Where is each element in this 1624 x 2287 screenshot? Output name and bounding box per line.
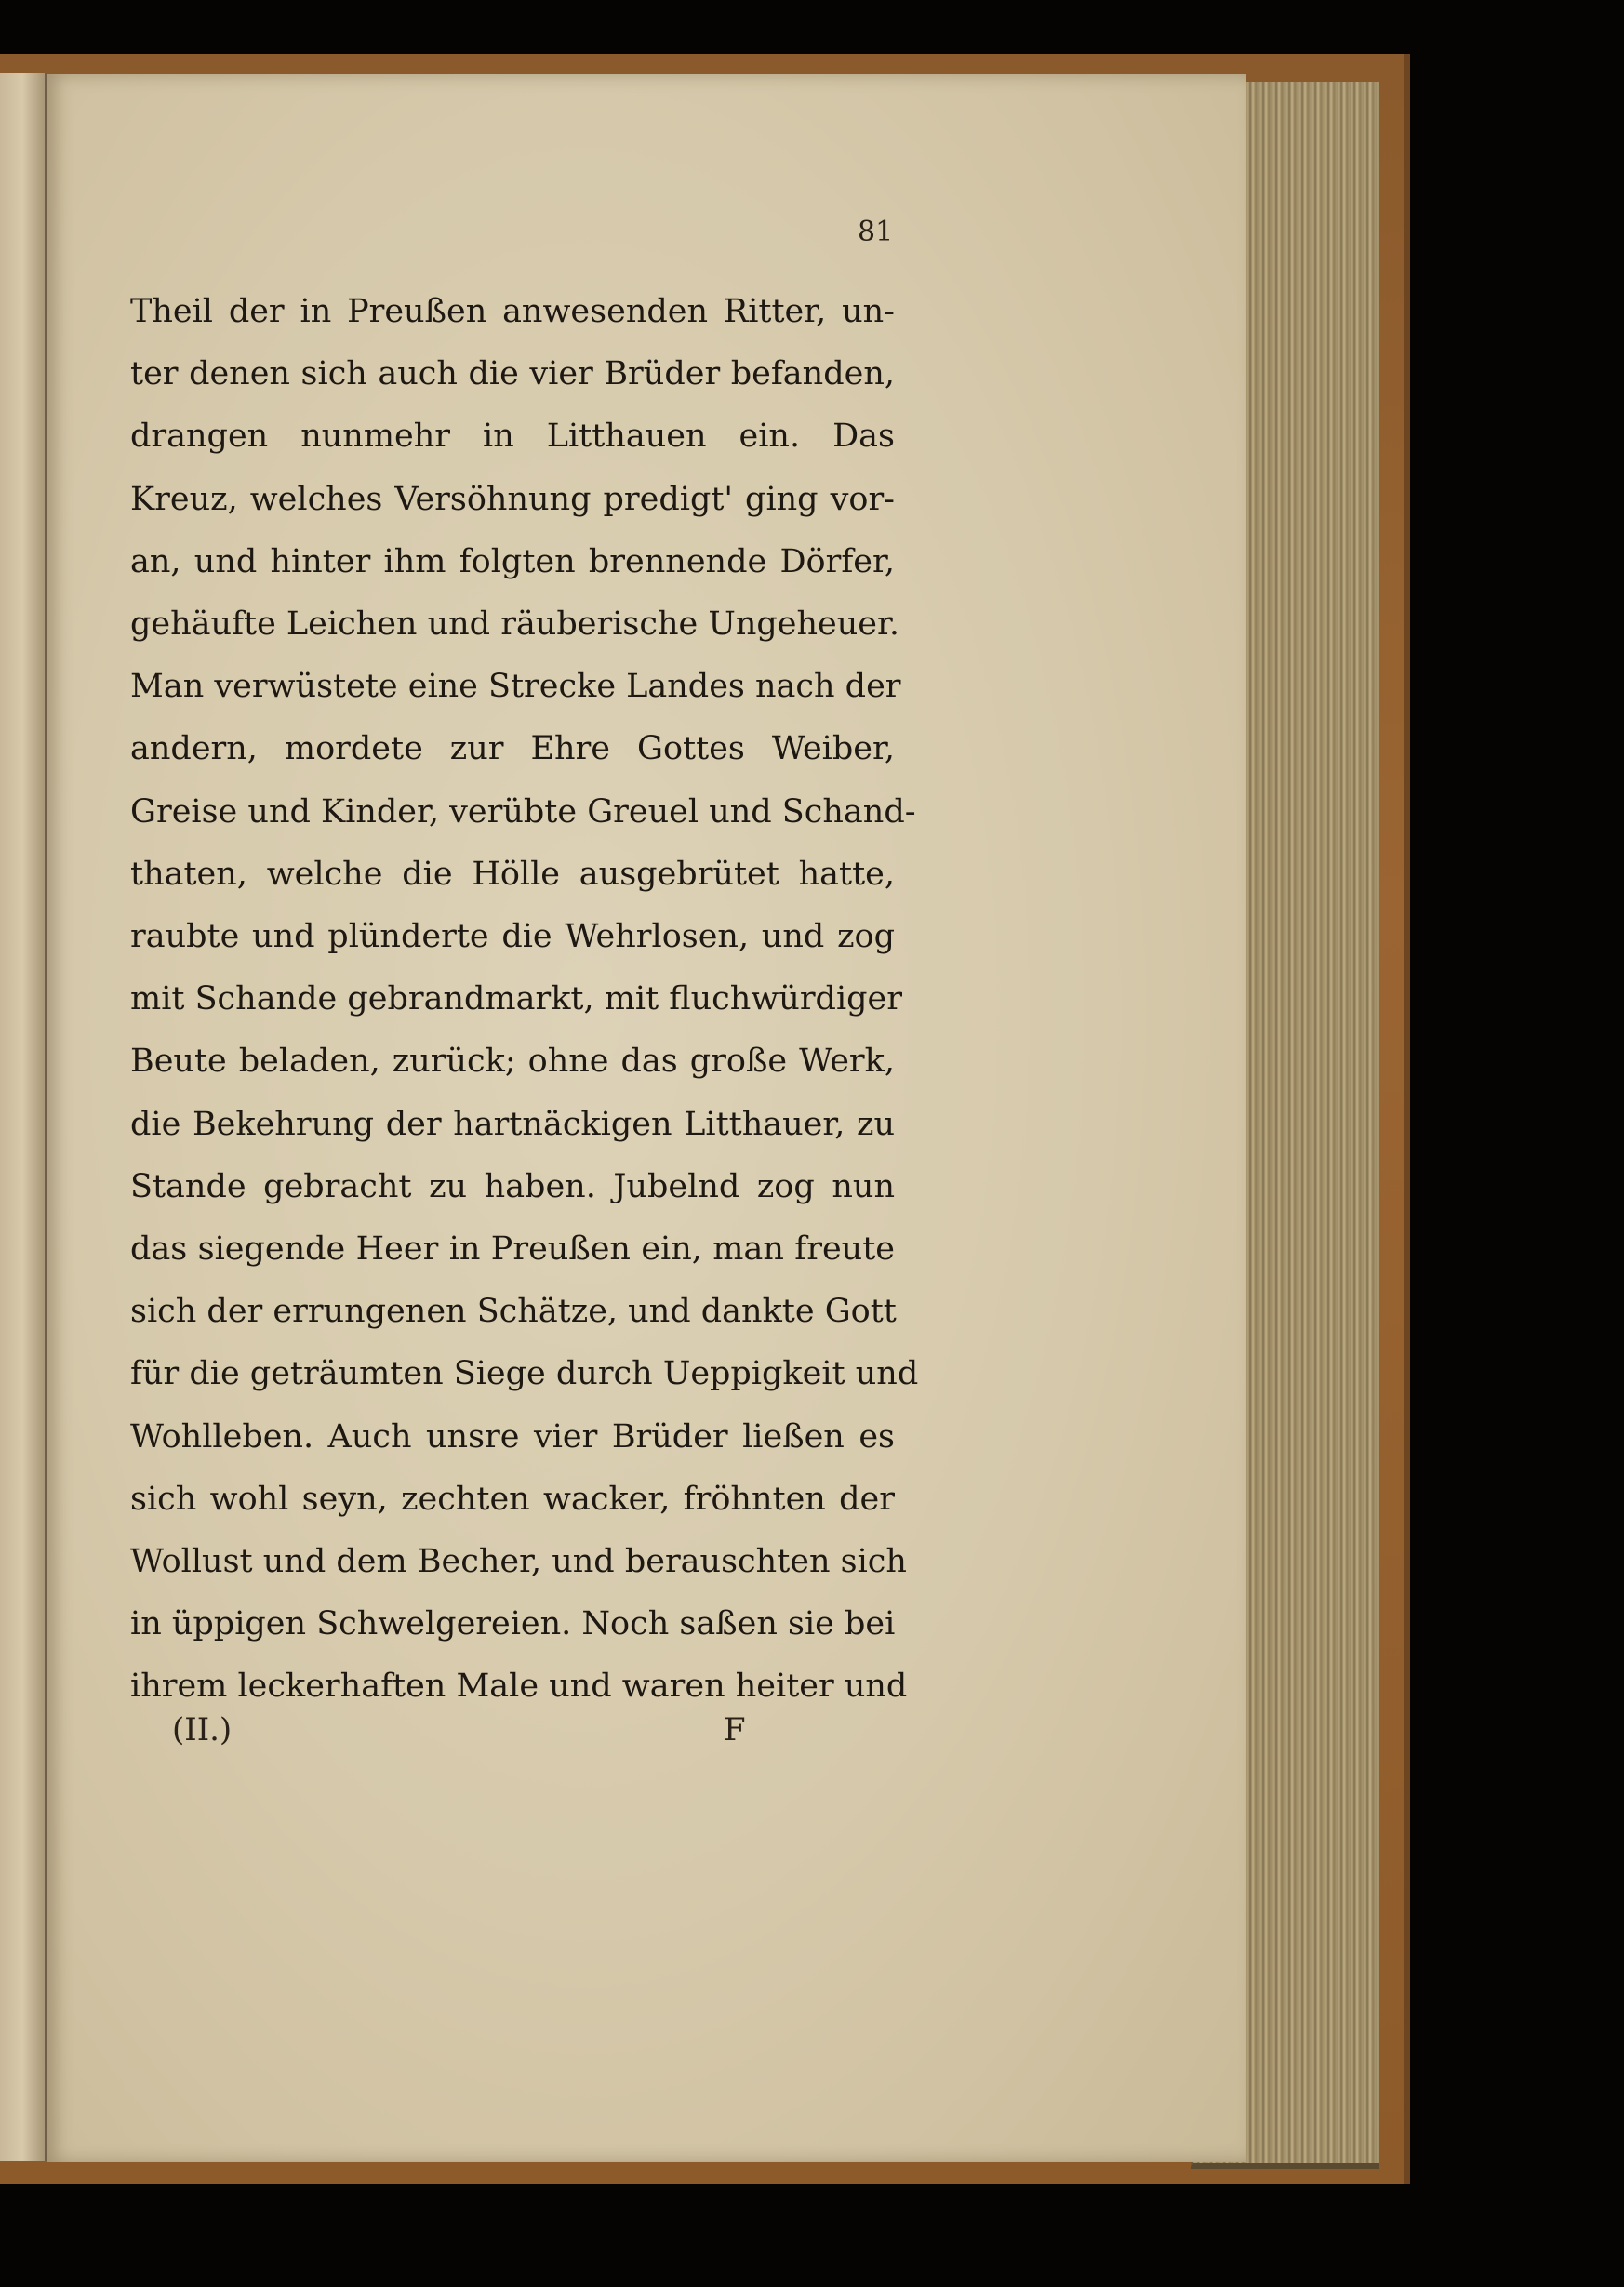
text-line: sich der errungenen Schätze, und dankte Gott	[130, 1293, 897, 1331]
text-line: Stande gebracht zu haben. Jubelnd zog nun	[130, 1167, 895, 1205]
text-line: raubte und plünderte die Wehrlosen, und zog	[130, 918, 895, 955]
text-line: ihrem leckerhaften Male und waren heiter und	[130, 1668, 908, 1706]
text-line: an, und hinter ihm folgten brennende Dörfer,	[130, 542, 895, 580]
text-line: gehäufte Leichen und räuberische Ungeheuer.	[130, 605, 900, 643]
text-line: mit Schande gebrandmarkt, mit fluchwürdiger	[130, 980, 903, 1018]
text-line: sich wohl seyn, zechten wacker, fröhnten der	[130, 1480, 895, 1518]
text-line: ter denen sich auch die vier Brüder befanden,	[130, 355, 895, 393]
text-line: für die geträumten Siege durch Ueppigkeit und	[130, 1355, 919, 1393]
text-line: Theil der in Preußen anwesenden Ritter, un-	[130, 293, 895, 330]
text-line: in üppigen Schwelgereien. Noch saßen sie bei	[130, 1605, 896, 1643]
facing-page-edge	[0, 73, 47, 2161]
text-line: die Bekehrung der hartnäckigen Litthauer, zu	[130, 1105, 895, 1143]
text-line: thaten, welche die Hölle ausgebrütet hatte,	[130, 855, 895, 893]
sheet-signature: (II.)	[172, 1711, 233, 1748]
page-number: 81	[858, 216, 894, 248]
text-line: Kreuz, welches Versöhnung predigt' ging vor-	[130, 480, 895, 518]
text-line: Wohlleben. Auch unsre vier Brüder ließen es	[130, 1417, 895, 1456]
text-line: Man verwüstete eine Strecke Landes nach der	[130, 668, 901, 706]
text-line: Wollust und dem Becher, und berauschten sich	[130, 1543, 907, 1580]
text-line: andern, mordete zur Ehre Gottes Weiber,	[130, 730, 895, 768]
catchword: F	[724, 1711, 746, 1748]
text-line: Greise und Kinder, verübte Greuel und Schand-	[130, 792, 916, 831]
text-line: das siegende Heer in Preußen ein, man freute	[130, 1230, 895, 1268]
text-line: Beute beladen, zurück; ohne das große Werk,	[130, 1043, 895, 1081]
text-line: drangen nunmehr in Litthauen ein. Das	[130, 418, 895, 456]
